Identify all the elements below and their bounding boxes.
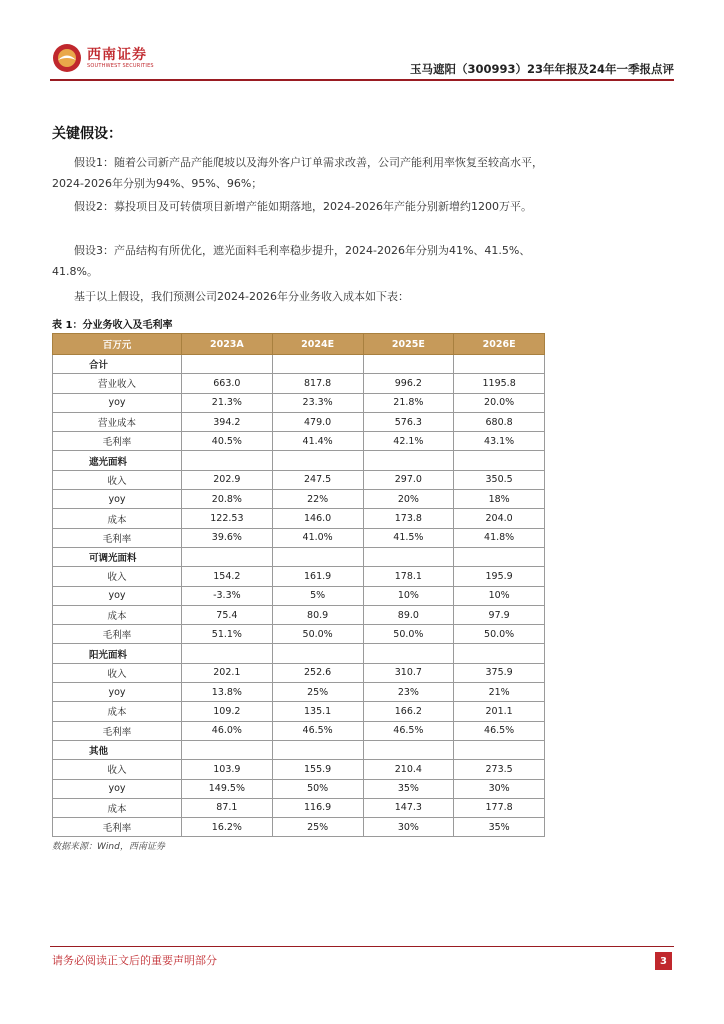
table-cell: 20%: [363, 490, 454, 509]
table-cell: [454, 355, 545, 374]
table-cell: 87.1: [182, 798, 273, 817]
table-cell: 273.5: [454, 760, 545, 779]
table-cell: 21.8%: [363, 393, 454, 412]
forecast-intro-paragraph: 基于以上假设，我们预测公司2024-2026年分业务收入成本如下表：: [74, 290, 409, 303]
table-cell: 75.4: [182, 605, 273, 624]
table-cell: 135.1: [272, 702, 363, 721]
header-divider: [50, 79, 674, 81]
row-label-cell: yoy: [53, 393, 182, 412]
report-header-title: 玉马遮阳（300993）23年年报及24年一季报点评: [409, 62, 674, 76]
table-cell: 46.5%: [454, 721, 545, 740]
table-cell: 35%: [454, 818, 545, 837]
table-cell: [363, 740, 454, 759]
table-cell: 247.5: [272, 470, 363, 489]
table-group-row: [53, 451, 545, 470]
table-row: [53, 393, 545, 412]
assumption-paragraph-2: 假设2：募投项目及可转债项目新增产能如期落地，2024-2026年产能分别新增约1200万平。: [74, 200, 532, 213]
table-cell: 479.0: [272, 412, 363, 431]
table-cell: 155.9: [272, 760, 363, 779]
table-cell: 23%: [363, 683, 454, 702]
table-cell: [363, 355, 454, 374]
table-cell: 996.2: [363, 374, 454, 393]
table-cell: 35%: [363, 779, 454, 798]
row-label-cell: 遮光面料: [53, 451, 182, 470]
table-cell: [363, 644, 454, 663]
page-number: 3: [655, 952, 672, 970]
row-label-cell: 毛利率: [53, 818, 182, 837]
row-label-cell: 收入: [53, 760, 182, 779]
table-cell: 13.8%: [182, 683, 273, 702]
table-cell: 375.9: [454, 663, 545, 682]
table-cell: 10%: [454, 586, 545, 605]
table-cell: 21%: [454, 683, 545, 702]
table-cell: 252.6: [272, 663, 363, 682]
table-row: [53, 760, 545, 779]
logo-name-cn: 西南证券: [87, 46, 147, 63]
table-cell: 46.0%: [182, 721, 273, 740]
table-cell: 30%: [454, 779, 545, 798]
table-cell: 51.1%: [182, 625, 273, 644]
table-group-row: [53, 740, 545, 759]
footer-divider: [50, 946, 674, 947]
table-cell: 576.3: [363, 412, 454, 431]
row-label-cell: 成本: [53, 605, 182, 624]
row-label-cell: 毛利率: [53, 721, 182, 740]
table-row: [53, 605, 545, 624]
table-group-row: [53, 644, 545, 663]
table-row: [53, 702, 545, 721]
table-cell: 202.9: [182, 470, 273, 489]
table-cell: 16.2%: [182, 818, 273, 837]
table-cell: [363, 547, 454, 566]
table-cell: 42.1%: [363, 432, 454, 451]
table-row: [53, 683, 545, 702]
row-label-cell: yoy: [53, 490, 182, 509]
table-cell: 201.1: [454, 702, 545, 721]
table-cell: 310.7: [363, 663, 454, 682]
table-cell: 173.8: [363, 509, 454, 528]
table-row: [53, 509, 545, 528]
table-row: [53, 779, 545, 798]
table-cell: [454, 740, 545, 759]
table-cell: [272, 451, 363, 470]
table-cell: 25%: [272, 683, 363, 702]
table-cell: 116.9: [272, 798, 363, 817]
table-cell: [272, 740, 363, 759]
table-group-row: [53, 355, 545, 374]
header-cell: 2023A: [182, 334, 273, 355]
table-cell: 122.53: [182, 509, 273, 528]
row-label-cell: 营业收入: [53, 374, 182, 393]
table-cell: [454, 451, 545, 470]
table-group-row: [53, 547, 545, 566]
table-cell: 394.2: [182, 412, 273, 431]
table-cell: 21.3%: [182, 393, 273, 412]
assumption-paragraph-3: 假设3：产品结构有所优化，遮光面料毛利率稳步提升，2024-2026年分别为41%、41.5%、41.8%。: [52, 244, 531, 278]
table-cell: 20.0%: [454, 393, 545, 412]
table-cell: 46.5%: [272, 721, 363, 740]
table-row: [53, 663, 545, 682]
table-cell: 350.5: [454, 470, 545, 489]
assumption-paragraph-1: 假设1：随着公司新产品产能爬坡以及海外客户订单需求改善，公司产能利用率恢复至较高水平，2024-2026年分别为94%、95%、96%；: [52, 156, 543, 190]
row-label-cell: 阳光面料: [53, 644, 182, 663]
table-cell: 50%: [272, 779, 363, 798]
table-cell: [182, 355, 273, 374]
table-cell: 817.8: [272, 374, 363, 393]
table-cell: 103.9: [182, 760, 273, 779]
row-label-cell: yoy: [53, 779, 182, 798]
table-cell: [363, 451, 454, 470]
table-cell: 40.5%: [182, 432, 273, 451]
table-cell: 10%: [363, 586, 454, 605]
table-cell: 41.8%: [454, 528, 545, 547]
table-header-row: [53, 334, 545, 355]
table-cell: 25%: [272, 818, 363, 837]
table-cell: 22%: [272, 490, 363, 509]
table-cell: [182, 740, 273, 759]
company-logo: [52, 43, 154, 73]
table-cell: 41.5%: [363, 528, 454, 547]
table-cell: [454, 644, 545, 663]
table-cell: 680.8: [454, 412, 545, 431]
table-cell: 166.2: [363, 702, 454, 721]
table-cell: 178.1: [363, 567, 454, 586]
table-row: [53, 528, 545, 547]
row-label-cell: 毛利率: [53, 625, 182, 644]
table-cell: 50.0%: [363, 625, 454, 644]
table-row: [53, 586, 545, 605]
row-label-cell: yoy: [53, 586, 182, 605]
table-caption: 表 1：分业务收入及毛利率: [52, 320, 173, 331]
table-cell: 210.4: [363, 760, 454, 779]
table-row: [53, 721, 545, 740]
header-cell: 百万元: [53, 334, 182, 355]
row-label-cell: 收入: [53, 470, 182, 489]
table-cell: 147.3: [363, 798, 454, 817]
table-cell: [272, 355, 363, 374]
table-cell: [454, 547, 545, 566]
data-source-note: 数据来源：Wind，西南证券: [52, 842, 165, 852]
table-cell: -3.3%: [182, 586, 273, 605]
header-cell: 2025E: [363, 334, 454, 355]
table-cell: 154.2: [182, 567, 273, 586]
table-row: [53, 412, 545, 431]
table-cell: 161.9: [272, 567, 363, 586]
table-cell: 41.4%: [272, 432, 363, 451]
table-cell: 177.8: [454, 798, 545, 817]
table-cell: 97.9: [454, 605, 545, 624]
table-cell: 18%: [454, 490, 545, 509]
table-cell: [182, 451, 273, 470]
section-title: 关键假设：: [52, 126, 122, 142]
table-cell: 43.1%: [454, 432, 545, 451]
table-cell: 50.0%: [272, 625, 363, 644]
table-cell: 50.0%: [454, 625, 545, 644]
row-label-cell: 成本: [53, 798, 182, 817]
table-cell: 663.0: [182, 374, 273, 393]
table-cell: 146.0: [272, 509, 363, 528]
table-cell: [272, 644, 363, 663]
table-row: [53, 470, 545, 489]
table-row: [53, 374, 545, 393]
table-body: [53, 355, 545, 837]
disclaimer-note: 请务必阅读正文后的重要声明部分: [52, 954, 217, 967]
table-cell: 202.1: [182, 663, 273, 682]
table-row: [53, 818, 545, 837]
row-label-cell: 其他: [53, 740, 182, 759]
table-cell: 46.5%: [363, 721, 454, 740]
row-label-cell: yoy: [53, 683, 182, 702]
table-cell: 41.0%: [272, 528, 363, 547]
table-cell: 297.0: [363, 470, 454, 489]
table-row: [53, 625, 545, 644]
header-cell: 2024E: [272, 334, 363, 355]
row-label-cell: 毛利率: [53, 432, 182, 451]
row-label-cell: 营业成本: [53, 412, 182, 431]
table-cell: 204.0: [454, 509, 545, 528]
table-cell: 195.9: [454, 567, 545, 586]
table-row: [53, 432, 545, 451]
header-cell: 2026E: [454, 334, 545, 355]
table-cell: 149.5%: [182, 779, 273, 798]
table-cell: 1195.8: [454, 374, 545, 393]
table-cell: 20.8%: [182, 490, 273, 509]
table-cell: [272, 547, 363, 566]
table-cell: 5%: [272, 586, 363, 605]
row-label-cell: 毛利率: [53, 528, 182, 547]
row-label-cell: 收入: [53, 567, 182, 586]
row-label-cell: 可调光面料: [53, 547, 182, 566]
table-cell: 39.6%: [182, 528, 273, 547]
table-cell: 109.2: [182, 702, 273, 721]
row-label-cell: 成本: [53, 509, 182, 528]
table-row: [53, 567, 545, 586]
segment-revenue-table: [52, 333, 545, 837]
table-cell: 89.0: [363, 605, 454, 624]
logo-emblem-icon: [52, 43, 82, 73]
row-label-cell: 收入: [53, 663, 182, 682]
table-cell: 80.9: [272, 605, 363, 624]
table-cell: [182, 547, 273, 566]
row-label-cell: 成本: [53, 702, 182, 721]
table-cell: 30%: [363, 818, 454, 837]
row-label-cell: 合计: [53, 355, 182, 374]
table-row: [53, 798, 545, 817]
logo-name-en: SOUTHWEST SECURITIES: [87, 62, 154, 69]
table-cell: 23.3%: [272, 393, 363, 412]
table-row: [53, 490, 545, 509]
table-cell: [182, 644, 273, 663]
